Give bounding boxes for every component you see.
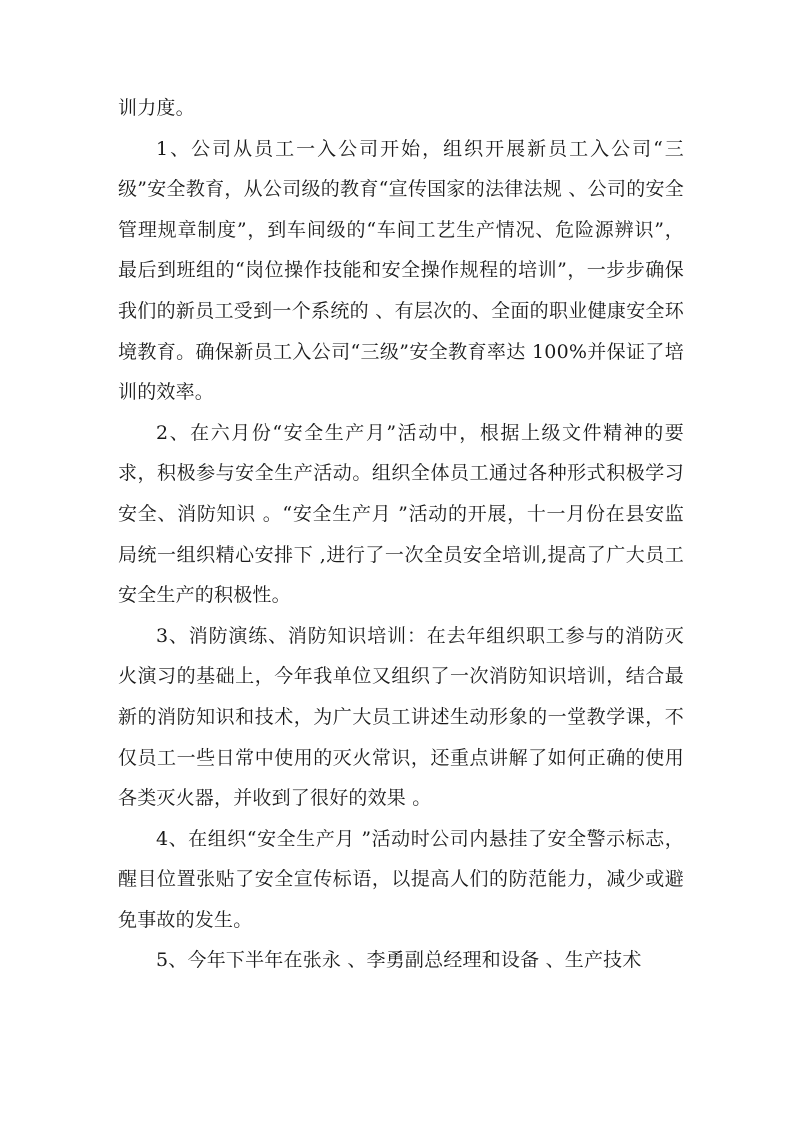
document-body	[118, 88, 684, 981]
paragraph-item-1: 1、公司从员工一入公司开始，组织开展新员工入公司“三级”安全教育，从公司级的教育“宣传国家的法律法规 、公司的安全管理规章制度”，到车间级的“车间工艺生产情况、危险源辨识”，最后到班组的“岗位操作技能和安全操作规程的培训”，一步步确保我们的新员工受到一个系统的 、有层次的、全面的职业健康安全环境教育。确保新员工入公司“三级”安全教育率达 100%并保证了培训的效率。	[118, 137, 684, 404]
paragraph-item-3: 3、消防演练、消防知识培训：在去年组织职工参与的消防灭火演习的基础上，今年我单位又组织了一次消防知识培训，结合最新的消防知识和技术，为广大员工讲述生动形象的一堂教学课，不仅员工一些日常中使用的灭火常识，还重点讲解了如何正确的使用各类灭火器，并收到了很好的效果 。	[118, 624, 684, 810]
paragraph-item-4: 4、在组织“安全生产月 ”活动时公司内悬挂了安全警示标志，醒目位置张贴了安全宣传标语，以提高人们的防范能力，减少或避免事故的发生。	[118, 827, 684, 931]
paragraph-item-2: 2、在六月份“安全生产月”活动中，根据上级文件精神的要求，积极参与安全生产活动。组织全体员工通过各种形式积极学习安全、消防知识 。“安全生产月 ”活动的开展，十一月份在县安监局统一组织精心安排下 ,进行了一次全员安全培训,提高了广大员工安全生产的积极性。	[118, 421, 684, 607]
paragraph-item-5: 5、今年下半年在张永 、李勇副总经理和设备 、生产技术	[156, 949, 642, 972]
paragraph-continuation: 训力度。	[118, 97, 195, 119]
